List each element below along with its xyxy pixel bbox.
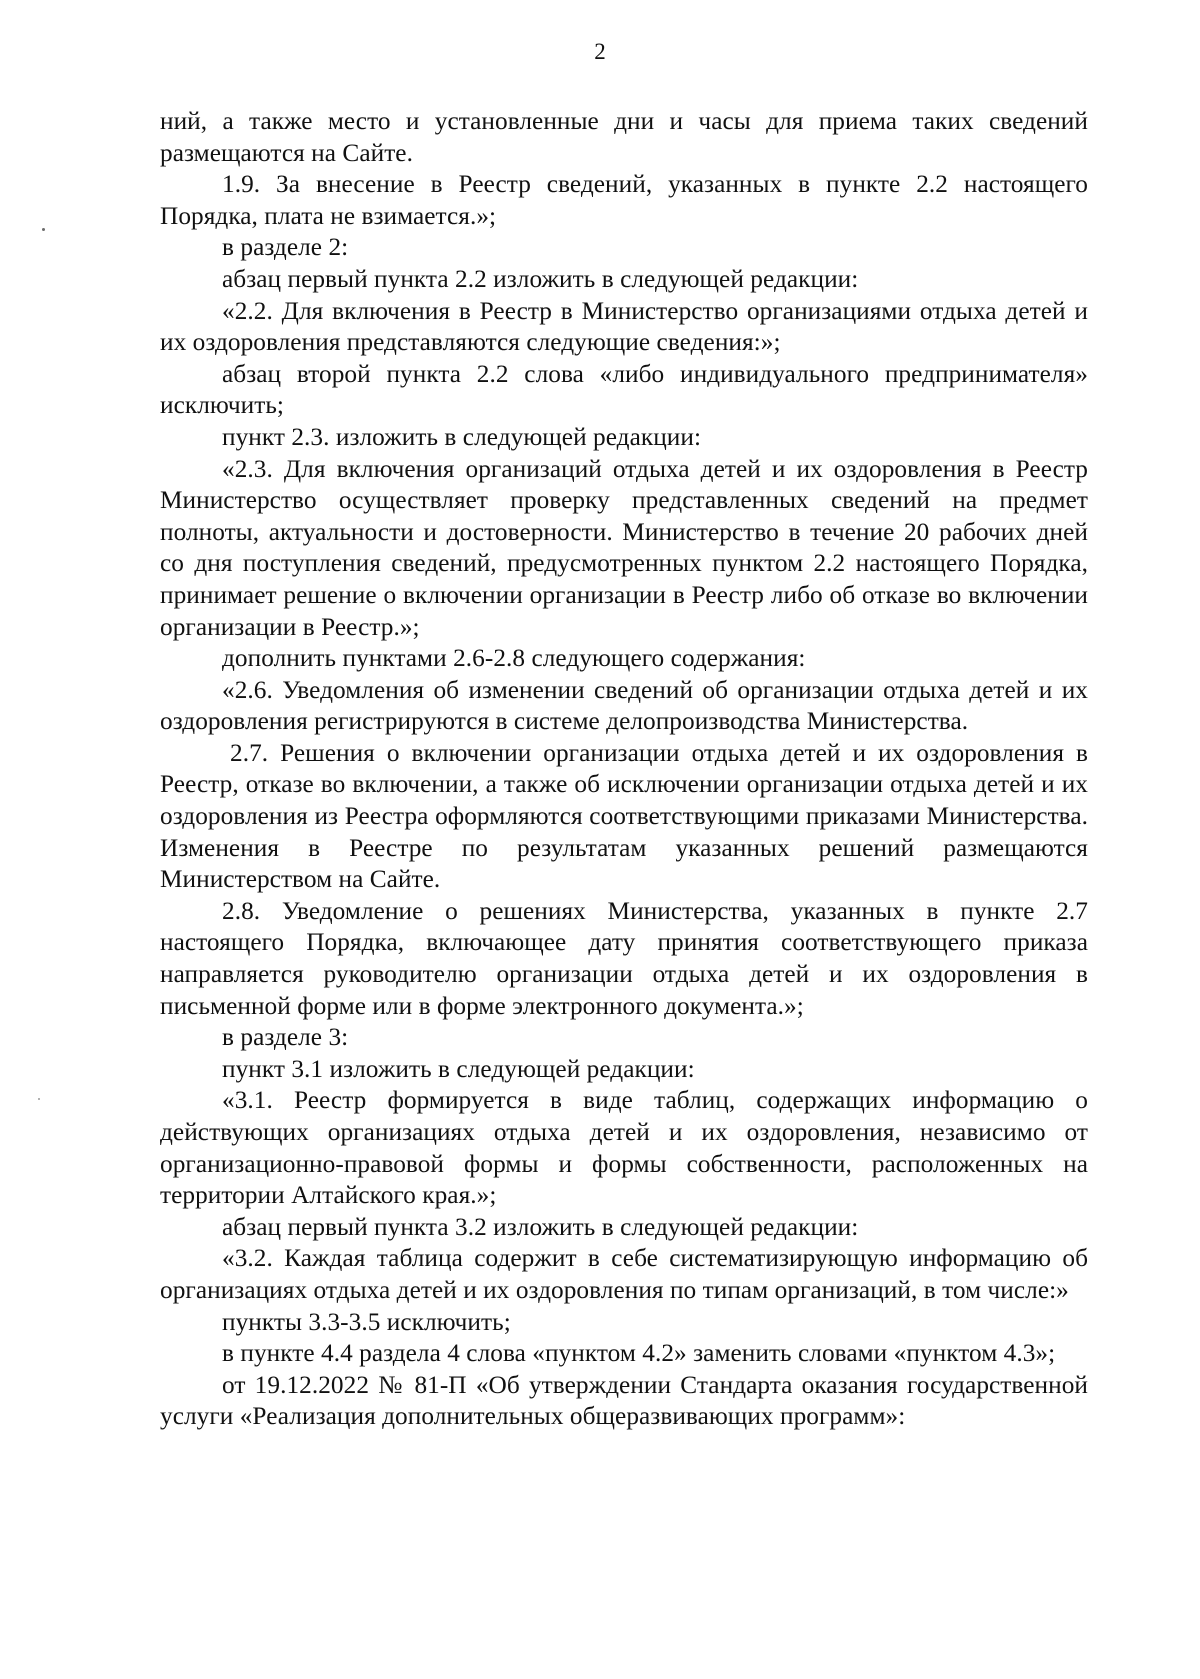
- paragraph: абзац первый пункта 3.2 изложить в следующей редакции:: [222, 1212, 859, 1241]
- paragraph: 1.9. За внесение в Реестр сведений, указанных в пункте 2.2 настоящего Порядка, плата не взимается.»;: [160, 170, 1088, 230]
- paragraph: абзац первый пункта 2.2 изложить в следующей редакции:: [222, 264, 859, 293]
- paragraph: ний, а также место и установленные дни и часы для приема таких сведений размещаются на Сайте.: [160, 107, 1088, 167]
- paragraph: в разделе 3:: [222, 1023, 349, 1052]
- scan-speck: [42, 228, 45, 231]
- paragraph: 2.7. Решения о включении организации отдыха детей и их оздоровления в Реестр, отказе во включении, а также об исключении организации отдыха детей и их оздоровления из Реестра оформляются соответствующими приказами Министерства. Изменения в Реестре по результатам указанных решений размещаются Министерством на Сайте.: [160, 738, 1088, 894]
- paragraph: дополнить пунктами 2.6-2.8 следующего содержания:: [222, 644, 806, 673]
- paragraph: пункт 3.1 изложить в следующей редакции:: [222, 1054, 695, 1083]
- document-body: [160, 106, 1088, 1433]
- paragraph: пункты 3.3-3.5 исключить;: [222, 1307, 511, 1336]
- paragraph: «3.2. Каждая таблица содержит в себе систематизирующую информацию об организациях отдыха детей и их оздоровления по типам организаций, в том числе:»: [160, 1244, 1088, 1304]
- paragraph: абзац второй пункта 2.2 слова «либо индивидуального предпринимателя» исключить;: [160, 359, 1088, 420]
- scan-speck: [38, 1098, 40, 1100]
- paragraph: «2.3. Для включения организаций отдыха детей и их оздоровления в Реестр Министерство осуществляет проверку представленных сведений на предмет полноты, актуальности и достоверности. Министерство в течение 20 рабочих дней со дня поступления сведений, предусмотренных пунктом 2.2 настоящего Порядка, принимает решение о включении организации в Реестр либо об отказе во включении организации в Реестр.»;: [160, 454, 1088, 641]
- paragraph: пункт 2.3. изложить в следующей редакции:: [222, 422, 702, 451]
- page-number: 2: [594, 39, 606, 64]
- paragraph: от 19.12.2022 № 81-П «Об утверждении Стандарта оказания государственной услуги «Реализация дополнительных общеразвивающих программ»:: [160, 1370, 1088, 1431]
- paragraph: в разделе 2:: [222, 233, 349, 262]
- paragraph: «2.2. Для включения в Реестр в Министерство организациями отдыха детей и их оздоровления представляются следующие сведения:»;: [160, 296, 1088, 357]
- paragraph: «3.1. Реестр формируется в виде таблиц, содержащих информацию о действующих организациях отдыха детей и их оздоровления, независимо от организационно-правовой формы и формы собственности, расположенных на территории Алтайского края.»;: [160, 1086, 1088, 1210]
- paragraph: «2.6. Уведомления об изменении сведений об организации отдыха детей и их оздоровления регистрируются в системе делопроизводства Министерства.: [160, 675, 1088, 736]
- paragraph: 2.8. Уведомление о решениях Министерства, указанных в пункте 2.7 настоящего Порядка, включающее дату принятия соответствующего приказа направляется руководителю организации отдыха детей и их оздоровления в письменной форме или в форме электронного документа.»;: [160, 896, 1088, 1020]
- paragraph: в пункте 4.4 раздела 4 слова «пунктом 4.2» заменить словами «пунктом 4.3»;: [222, 1339, 1056, 1368]
